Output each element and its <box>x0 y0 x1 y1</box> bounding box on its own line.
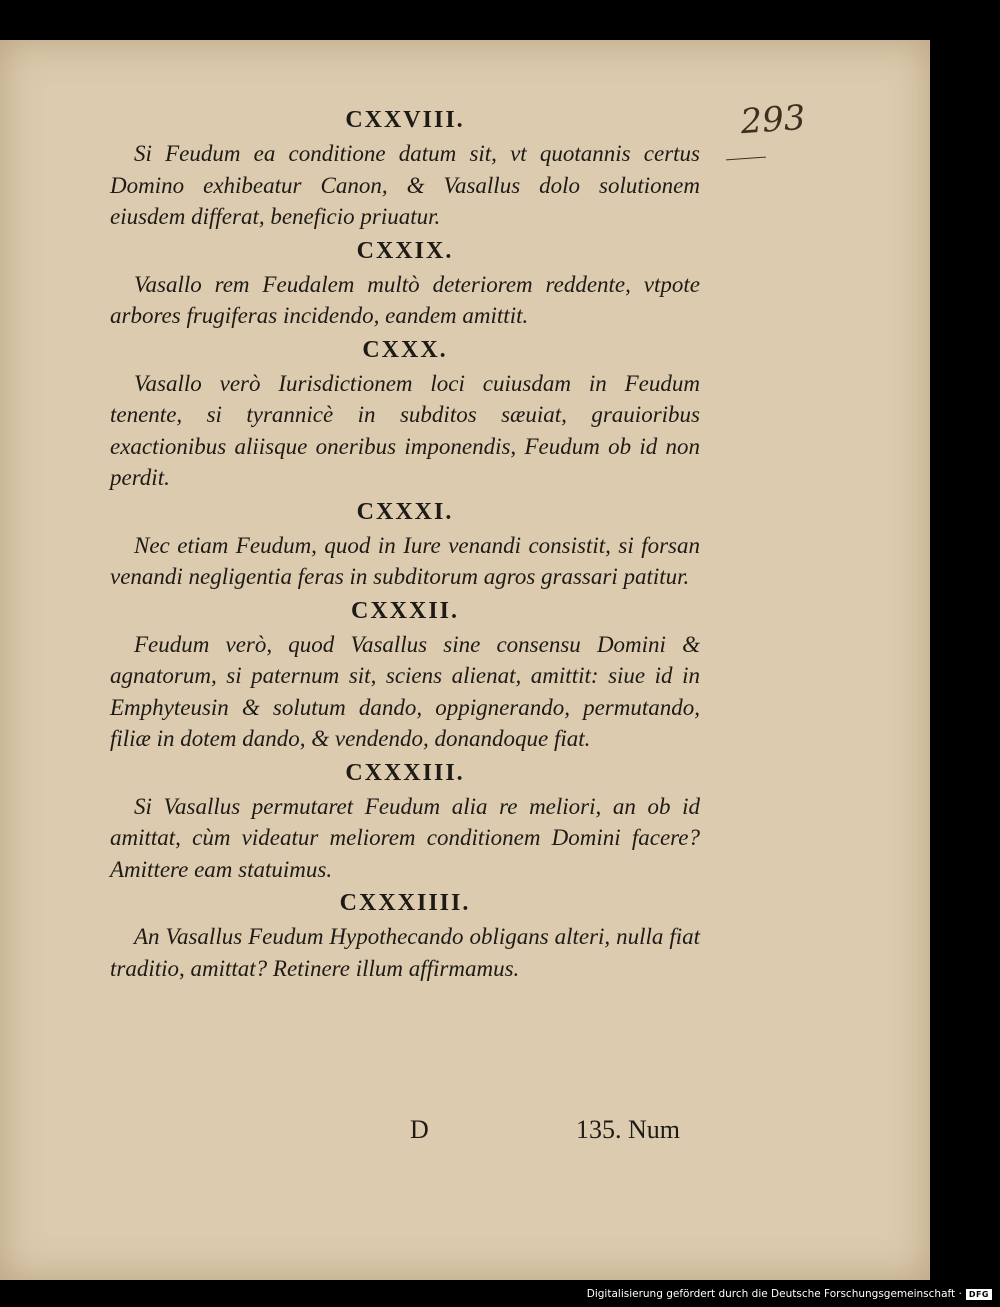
section-heading: CXXVIII. <box>345 107 465 133</box>
catchword: 135. Num <box>576 1115 680 1144</box>
section-paragraph: An Vasallus Feudum Hypothecando obligans alteri, nulla fiat traditio, amittat? Retinere illum affirmamus. <box>110 924 700 981</box>
section-heading: CXXXII. <box>350 597 459 624</box>
section-heading: CXXX. <box>362 336 448 363</box>
section-paragraph: Si Vasallus permutaret Feudum alia re meliori, an ob id amittat, cùm videatur meliorem conditionem Domini facere? Amittere eam statuimus. <box>110 793 700 882</box>
page-text <box>110 102 700 984</box>
section-heading: CXXXI. <box>356 498 454 525</box>
handwritten-page-number: 293 <box>739 97 807 143</box>
section-paragraph: Vasallo rem Feudalem multò deteriorem reddente, vtpote arbores frugiferas incidendo, eandem amittit. <box>110 271 700 328</box>
section-heading: CXXXIIII. <box>339 890 471 916</box>
handwritten-underline <box>726 157 766 161</box>
section-paragraph: Vasallo verò Iurisdictionem loci cuiusdam in Feudum tenente, si tyrannicè in subditos sæuiat, grauioribus exactionibus aliisque oneribus imponendis, Feudum ob id non perdit. <box>110 370 700 490</box>
dfg-logo: DFG <box>966 1289 992 1300</box>
credit-text: Digitalisierung gefördert durch die Deutsche Forschungsgemeinschaft · <box>586 1288 962 1300</box>
book-page <box>0 40 930 1280</box>
section-heading: CXXXIII. <box>345 759 465 786</box>
section-paragraph: Feudum verò, quod Vasallus sine consensu Domini & agnatorum, si paternum sit, sciens alienat, amittit: siue id in Emphyteusin & solutum dando, oppignerando, permutando, filiæ in dotem dando, & vendendo, donandoque fiat. <box>110 631 700 751</box>
signature-mark: D <box>410 1115 429 1144</box>
digitization-credit <box>587 1288 992 1300</box>
section-paragraph: Nec etiam Feudum, quod in Iure venandi consistit, si forsan venandi negligentia feras in subditorum agros grassari patitur. <box>110 532 700 589</box>
section-heading: CXXIX. <box>356 237 454 264</box>
section-paragraph: Si Feudum ea conditione datum sit, vt quotannis certus Domino exhibeatur Canon, & Vasallus dolo solutionem eiusdem differat, beneficio priuatur. <box>110 141 700 229</box>
